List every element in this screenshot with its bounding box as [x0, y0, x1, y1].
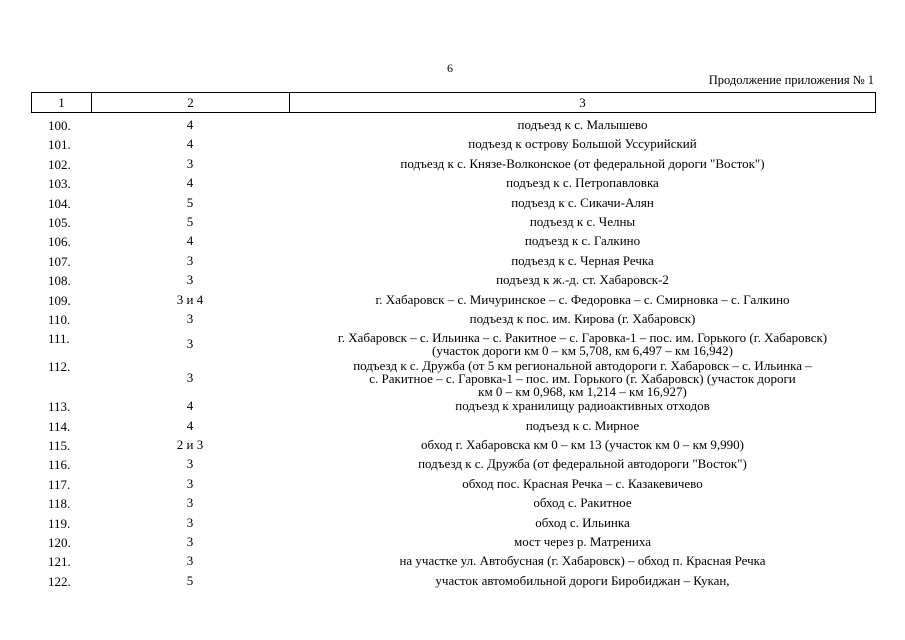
road-name: подъезд к хранилищу радиоактивных отходов [455, 398, 710, 414]
row-number: 114. [48, 418, 71, 434]
road-name: подъезд к с. Черная Речка [511, 252, 654, 268]
road-category: 3 [186, 310, 194, 326]
road-name: участок автомобильной дороги Биробиджан – Кукан, [435, 572, 730, 588]
row-number: 102. [48, 156, 71, 172]
header-col-3: 3 [579, 94, 586, 110]
road-category: 3 и 4 [176, 291, 204, 307]
road-name: обход г. Хабаровска км 0 – км 13 (участок км 0 – км 9,990) [421, 437, 744, 453]
table-row [31, 176, 876, 195]
header-col-2: 2 [92, 93, 290, 112]
road-name-line: км 0 – км 0,968, км 1,214 – км 16,927) [478, 384, 687, 400]
table-row [31, 359, 876, 399]
road-category: 3 [186, 553, 194, 569]
continuation-label: Продолжение приложения № 1 [708, 73, 874, 87]
table-row [31, 234, 876, 253]
road-category: 5 [186, 213, 194, 229]
road-category: 3 [186, 495, 194, 511]
row-number: 100. [48, 118, 71, 133]
row-number: 109. [48, 292, 71, 308]
road-name: обход пос. Красная Речка – с. Казакевичево [462, 475, 703, 491]
row-number: 120. [48, 535, 71, 551]
road-category: 3 [186, 534, 194, 550]
table-body [31, 118, 876, 593]
road-category: 3 [186, 456, 194, 472]
row-number: 110. [48, 311, 71, 327]
road-category: 5 [186, 572, 194, 588]
row-number: 115. [48, 438, 71, 454]
road-name-line: с. Ракитное – с. Гаровка-1 – пос. им. Горького (г. Хабаровск) (участок дороги [369, 371, 796, 387]
table-row [31, 312, 876, 331]
row-number: 112. [48, 359, 71, 375]
road-name: подъезд к острову Большой Уссурийский [468, 136, 697, 152]
road-category: 4 [186, 398, 194, 414]
table-row [31, 118, 876, 137]
road-name: подъезд к ж.-д. ст. Хабаровск-2 [496, 272, 669, 288]
road-category: 3 [186, 370, 194, 386]
table-row [31, 535, 876, 554]
road-category: 4 [186, 175, 194, 191]
table-row [31, 157, 876, 176]
row-number: 111. [48, 331, 70, 347]
road-name: г. Хабаровск – с. Мичуринское – с. Федоровка – с. Смирновка – с. Галкино [375, 291, 790, 307]
road-category: 4 [186, 417, 194, 433]
table-row [31, 215, 876, 234]
table-row [31, 477, 876, 496]
table-header [31, 92, 876, 113]
road-name-line: (участок дороги км 0 – км 5,708, км 6,497 – км 16,942) [432, 343, 733, 359]
road-name: обход с. Ракитное [533, 495, 632, 511]
road-name: подъезд к с. Сикачи-Алян [511, 194, 654, 210]
table-row [31, 273, 876, 292]
table-row [31, 293, 876, 312]
road-name [289, 331, 876, 357]
row-number: 107. [48, 253, 71, 269]
road-name: мост через р. Матрениха [514, 534, 651, 550]
row-number: 119. [48, 515, 71, 531]
road-name: подъезд к с. Петропавловка [506, 175, 659, 191]
road-name [289, 359, 876, 398]
row-number: 106. [48, 234, 71, 250]
table-row [31, 196, 876, 215]
road-category: 3 [186, 252, 194, 268]
row-number: 121. [48, 554, 71, 570]
table-row [31, 574, 876, 593]
row-number: 122. [48, 573, 71, 589]
road-category: 2 и 3 [176, 437, 204, 453]
road-category: 3 [186, 336, 194, 352]
table-row [31, 496, 876, 515]
road-category: 5 [186, 194, 194, 210]
row-number: 103. [48, 176, 71, 192]
road-name: на участке ул. Автобусная (г. Хабаровск) – обход п. Красная Речка [399, 553, 766, 569]
row-number: 118. [48, 496, 71, 512]
road-category: 4 [186, 136, 194, 152]
table-row [31, 399, 876, 418]
road-name: подъезд к с. Князе-Волконское (от федеральной дороги "Восток") [400, 155, 765, 171]
table-row [31, 331, 876, 359]
road-name: подъезд к с. Галкино [524, 233, 641, 249]
road-category: 3 [186, 155, 194, 171]
road-name: подъезд к с. Челны [529, 213, 636, 229]
road-category: 4 [186, 233, 194, 249]
table-row [31, 419, 876, 438]
row-number: 105. [48, 214, 71, 230]
road-name-line: г. Хабаровск – с. Ильинка – с. Ракитное – с. Гаровка-1 – пос. им. Горького (г. Хабаровск) [337, 330, 828, 346]
header-col-1: 1 [32, 93, 92, 112]
table-row [31, 438, 876, 457]
row-number: 104. [48, 195, 71, 211]
road-name: подъезд к с. Мирное [525, 417, 640, 433]
road-name: обход с. Ильинка [535, 514, 630, 530]
page-number: 6 [447, 61, 453, 75]
road-name-line: подъезд к с. Дружба (от 5 км региональной автодороги г. Хабаровск – с. Ильинка – [353, 358, 812, 374]
table-row [31, 516, 876, 535]
road-name: подъезд к с. Дружба (от федеральной автодороги "Восток") [418, 456, 747, 472]
row-number: 108. [48, 273, 71, 289]
row-number: 117. [48, 476, 71, 492]
table-row [31, 137, 876, 156]
row-number: 116. [48, 457, 71, 473]
road-category: 3 [186, 514, 194, 530]
road-name: подъезд к пос. им. Кирова (г. Хабаровск) [469, 310, 696, 326]
road-category: 4 [186, 117, 194, 132]
row-number: 113. [48, 399, 71, 415]
road-category: 3 [186, 272, 194, 288]
table-row [31, 254, 876, 273]
table-row [31, 554, 876, 573]
road-name: подъезд к с. Малышево [517, 117, 648, 132]
row-number: 101. [48, 137, 71, 153]
road-category: 3 [186, 475, 194, 491]
table-row [31, 457, 876, 476]
